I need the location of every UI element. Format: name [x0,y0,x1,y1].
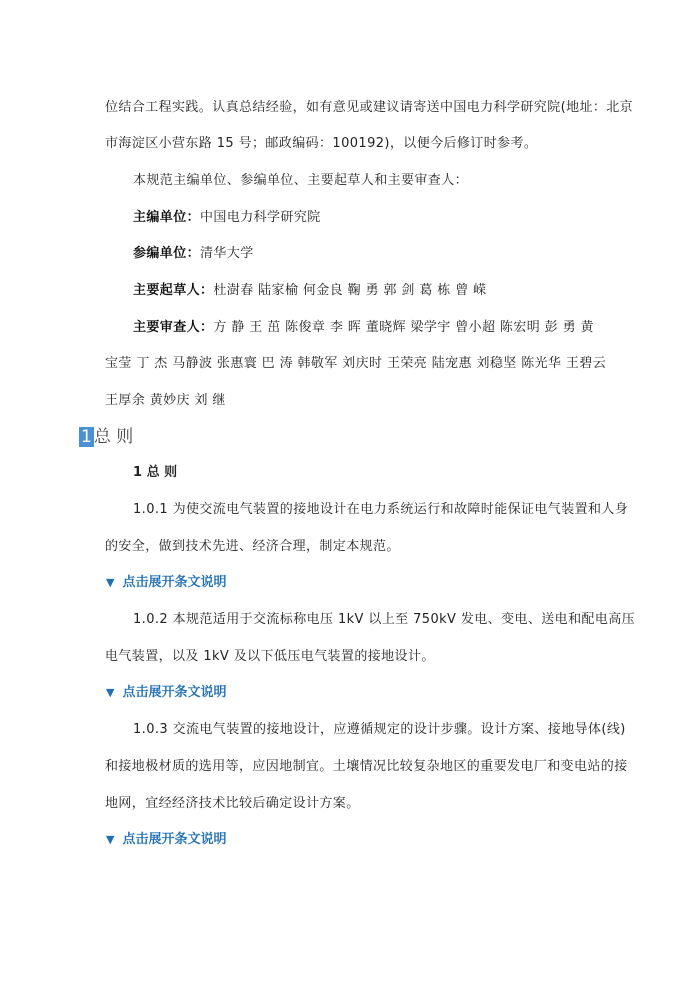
intro-line-2: 市海淀区小营东路 15 号；邮政编码：100192)，以便今后修订时参考。 [105,136,538,151]
triangle-down-icon: ▼ [106,833,115,846]
participating-unit-row [133,242,254,261]
expand-commentary-label: 点击展开条文说明 [122,575,227,590]
reviewers-row [133,316,594,335]
section-title: 1 总 则 [133,465,178,480]
chief-editor-value: 中国电力科学研究院 [200,210,321,225]
chapter-heading [79,422,133,447]
reviewers-value-line-3: 王厚余 黄妙庆 刘 继 [105,393,226,408]
chapter-title: 总 则 [93,427,134,447]
triangle-down-icon: ▼ [106,576,115,589]
reviewers-value-line-2: 宝莹 丁 杰 马静波 张惠寰 巴 涛 韩敬军 刘庆时 王荣亮 陆宠惠 刘稳坚 陈光华 王碧云 [105,356,607,371]
drafters-label: 主要起草人： [133,283,214,298]
clause-1-0-2-line-2: 电气装置，以及 1kV 及以下低压电气装置的接地设计。 [105,649,435,664]
expand-commentary-link-3[interactable] [106,828,226,847]
clause-1-0-1-line-1: 1.0.1 为使交流电气装置的接地设计在电力系统运行和故障时能保证电气装置和人身 [133,502,629,517]
chief-editor-row [133,206,321,225]
expand-commentary-label: 点击展开条文说明 [122,685,227,700]
intro-line-1: 位结合工程实践。认真总结经验，如有意见或建议请寄送中国电力科学研究院(地址：北京 [105,100,634,115]
expand-commentary-link-1[interactable] [106,571,226,590]
chief-editor-label: 主编单位： [133,210,201,225]
participating-unit-value: 清华大学 [200,246,254,261]
expand-commentary-label: 点击展开条文说明 [122,832,227,847]
clause-1-0-2-line-1: 1.0.2 本规范适用于交流标称电压 1kV 以上至 750kV 发电、变电、送电和配电高压 [133,612,636,627]
clause-1-0-3-line-2: 和接地极材质的选用等，应因地制宜。土壤情况比较复杂地区的重要发电厂和变电站的接 [105,759,628,774]
chapter-number: 1 [81,427,92,447]
triangle-down-icon: ▼ [106,686,115,699]
reviewers-label: 主要审查人： [133,320,214,335]
drafters-value: 杜澍春 陆家榆 何金良 鞠 勇 郭 剑 葛 栋 曾 嵘 [213,283,487,298]
clause-1-0-1-line-2: 的安全，做到技术先进、经济合理，制定本规范。 [105,539,400,554]
drafters-row [133,279,487,298]
clause-1-0-3-line-1: 1.0.3 交流电气装置的接地设计，应遵循规定的设计步骤。设计方案、接地导体(线) [133,722,626,737]
clause-1-0-3-line-3: 地网，宜经经济技术比较后确定设计方案。 [105,796,360,811]
intro-line-3: 本规范主编单位、参编单位、主要起草人和主要审查人： [133,173,469,188]
participating-unit-label: 参编单位： [133,246,201,261]
expand-commentary-link-2[interactable] [106,681,226,700]
reviewers-value-line-1: 方 静 王 茁 陈俊章 李 晖 董晓辉 梁学宇 曾小超 陈宏明 彭 勇 黄 [213,320,594,335]
